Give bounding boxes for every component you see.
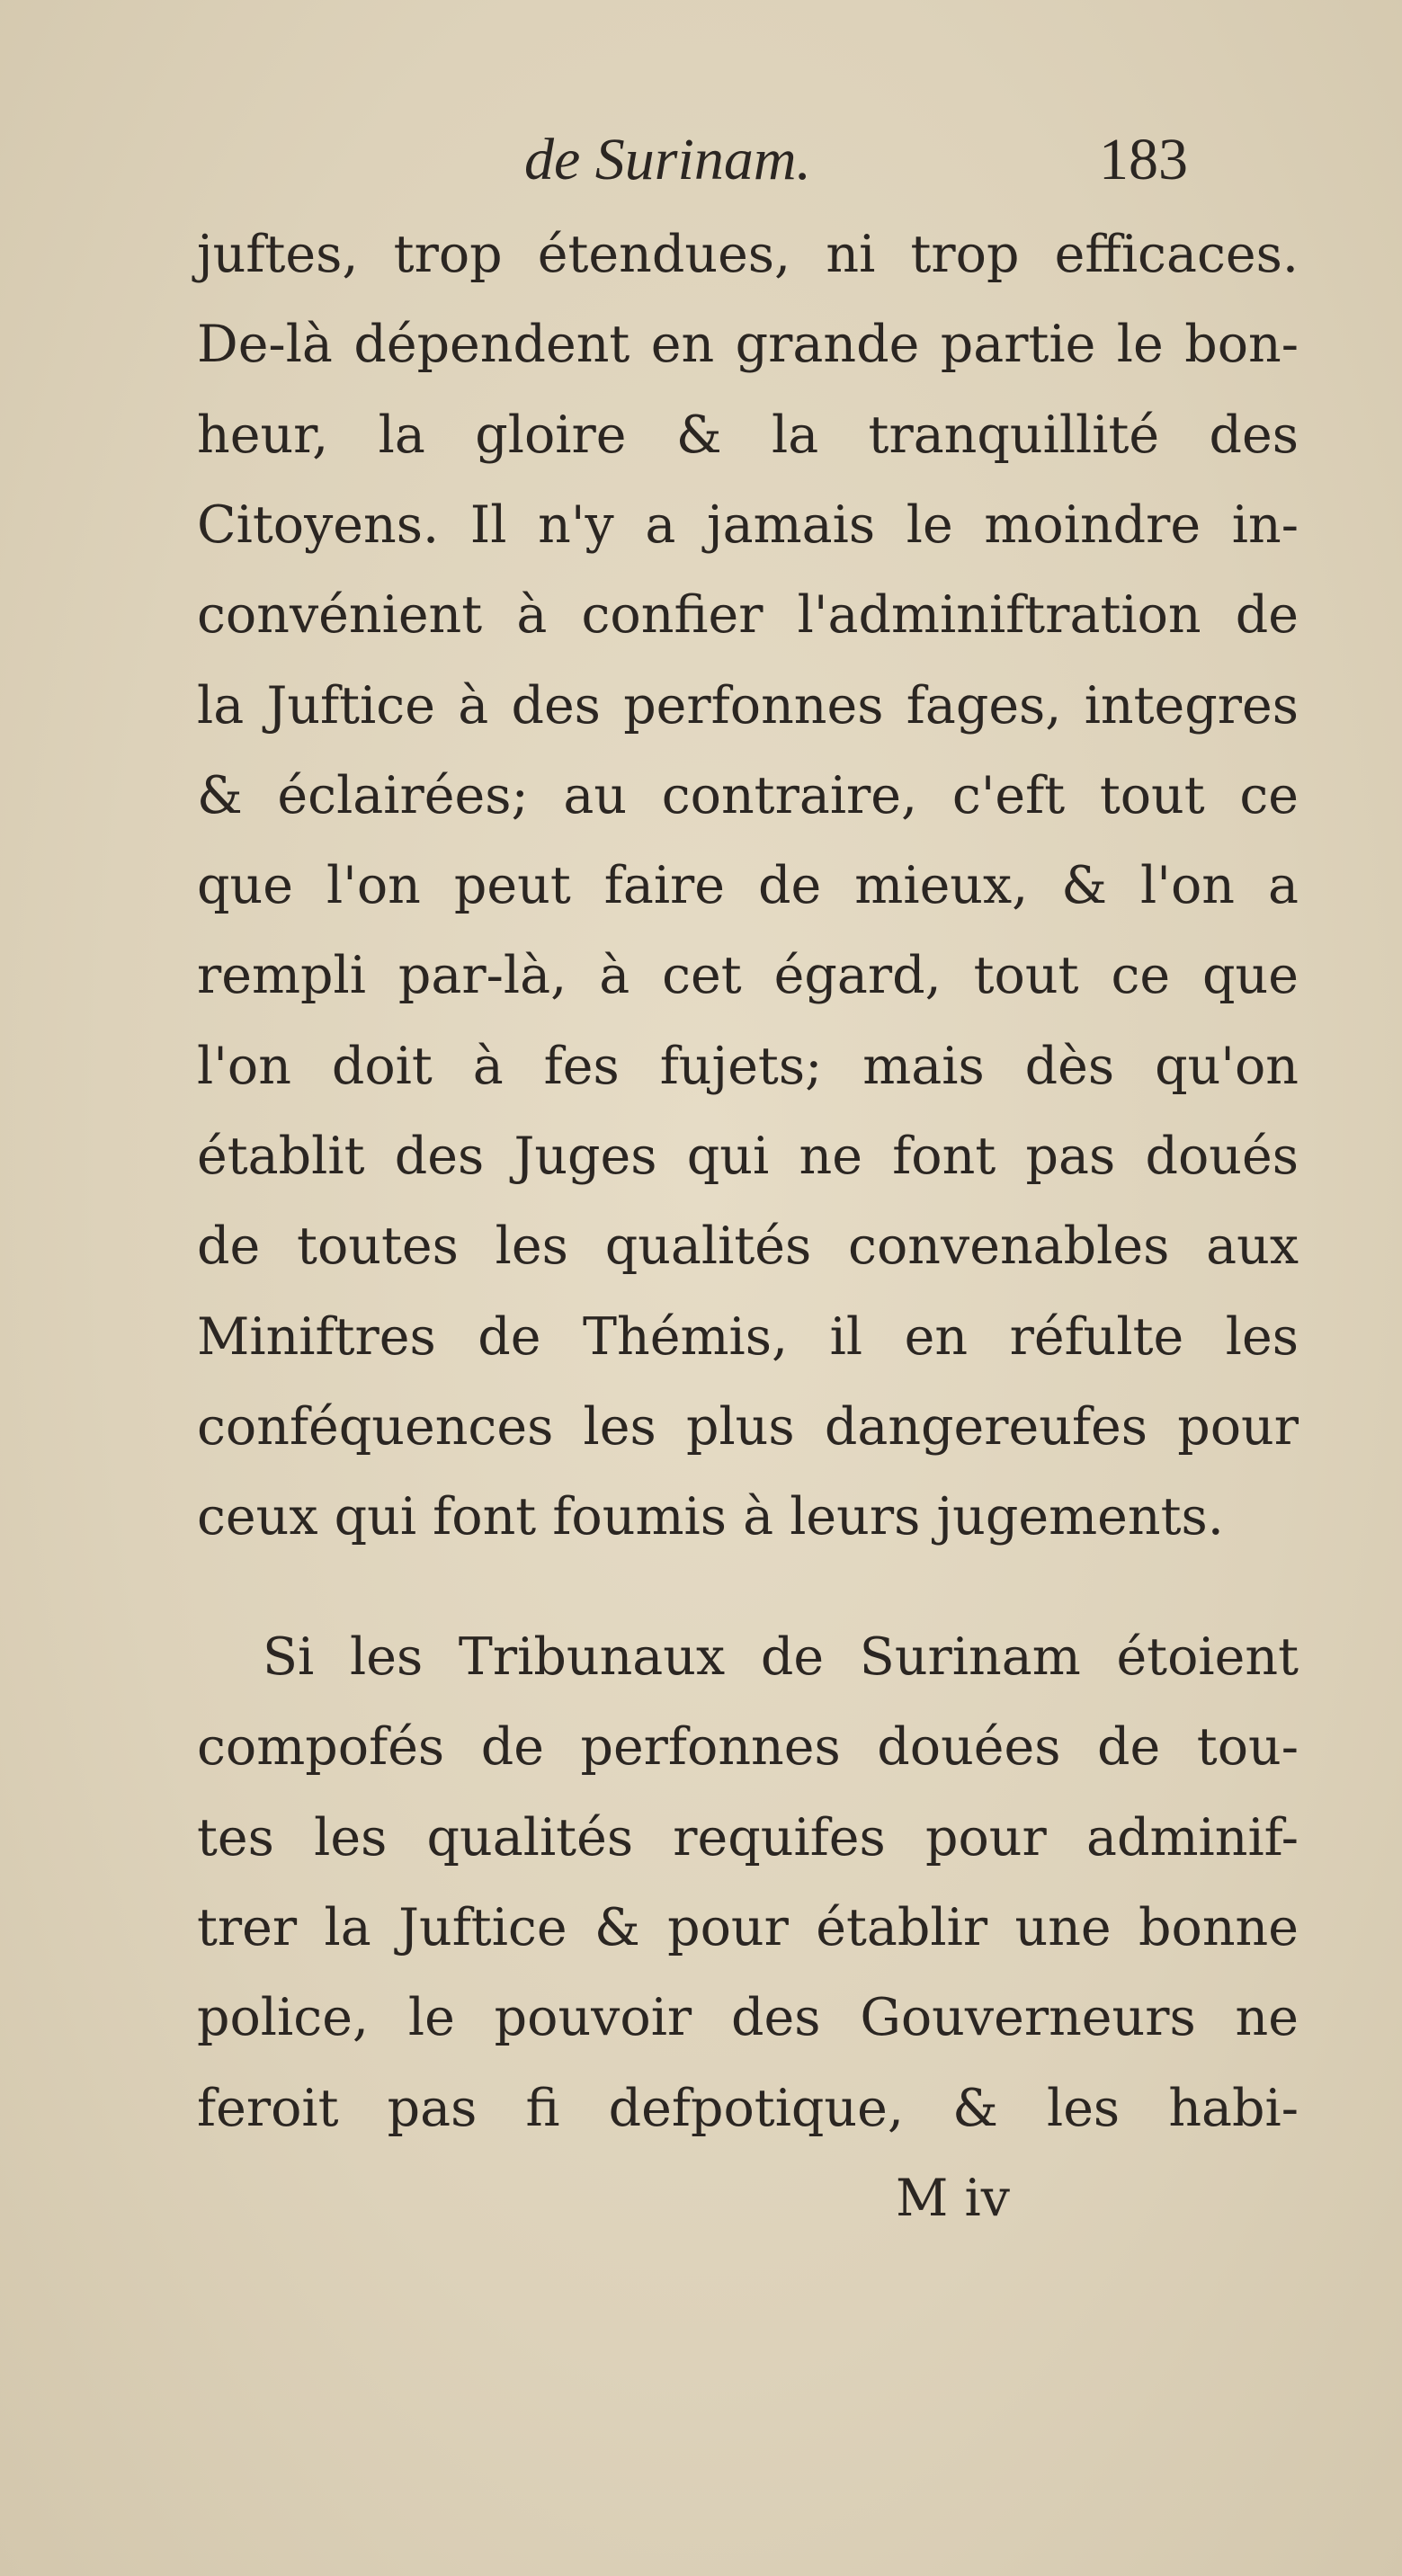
text-line: ceux qui font foumis à leurs jugements.: [197, 1487, 1224, 1547]
page-number: 183: [1099, 127, 1188, 192]
text-line: rempli par-là, à cet égard, tout ce que: [197, 946, 1299, 1006]
text-line: établit des Juges qui ne font pas doués: [197, 1127, 1299, 1186]
text-line: conféquences les plus dangereufes pour: [197, 1396, 1299, 1457]
text-line: & éclairées; au contraire, c'eft tout ce: [197, 765, 1299, 825]
text-line: De-là dépendent en grande partie le bon-: [197, 315, 1299, 375]
text-line: Si les Tribunaux de Surinam étoient: [263, 1627, 1299, 1687]
text-line: Miniftres de Thémis, il en réfulte les: [197, 1306, 1299, 1367]
text-line: tes les qualités requifes pour adminif-: [197, 1807, 1299, 1867]
signature-mark: M iv: [896, 2169, 1010, 2228]
text-line: l'on doit à fes fujets; mais dès qu'on: [197, 1036, 1299, 1096]
text-line: de toutes les qualités convenables aux: [197, 1217, 1299, 1277]
text-line: juftes, trop étendues, ni trop efficaces.: [197, 225, 1299, 284]
text-line: heur, la gloire & la tranquillité des: [197, 405, 1299, 465]
text-line: Citoyens. Il n'y a jamais le moindre in-: [197, 495, 1299, 555]
text-line: feroit pas fi defpotique, & les habi-: [197, 2078, 1299, 2138]
text-line: la Juftice à des perfonnes fages, integres: [197, 675, 1299, 735]
text-line: police, le pouvoir des Gouverneurs ne: [197, 1988, 1299, 2048]
running-title: de Surinam.: [524, 127, 811, 192]
text-line: trer la Juftice & pour établir une bonne: [197, 1897, 1299, 1957]
text-line: que l'on peut faire de mieux, & l'on a: [197, 856, 1299, 916]
text-line: compofés de perfonnes douées de tou-: [197, 1717, 1299, 1778]
text-line: convénient à confier l'adminiftration de: [197, 585, 1299, 646]
